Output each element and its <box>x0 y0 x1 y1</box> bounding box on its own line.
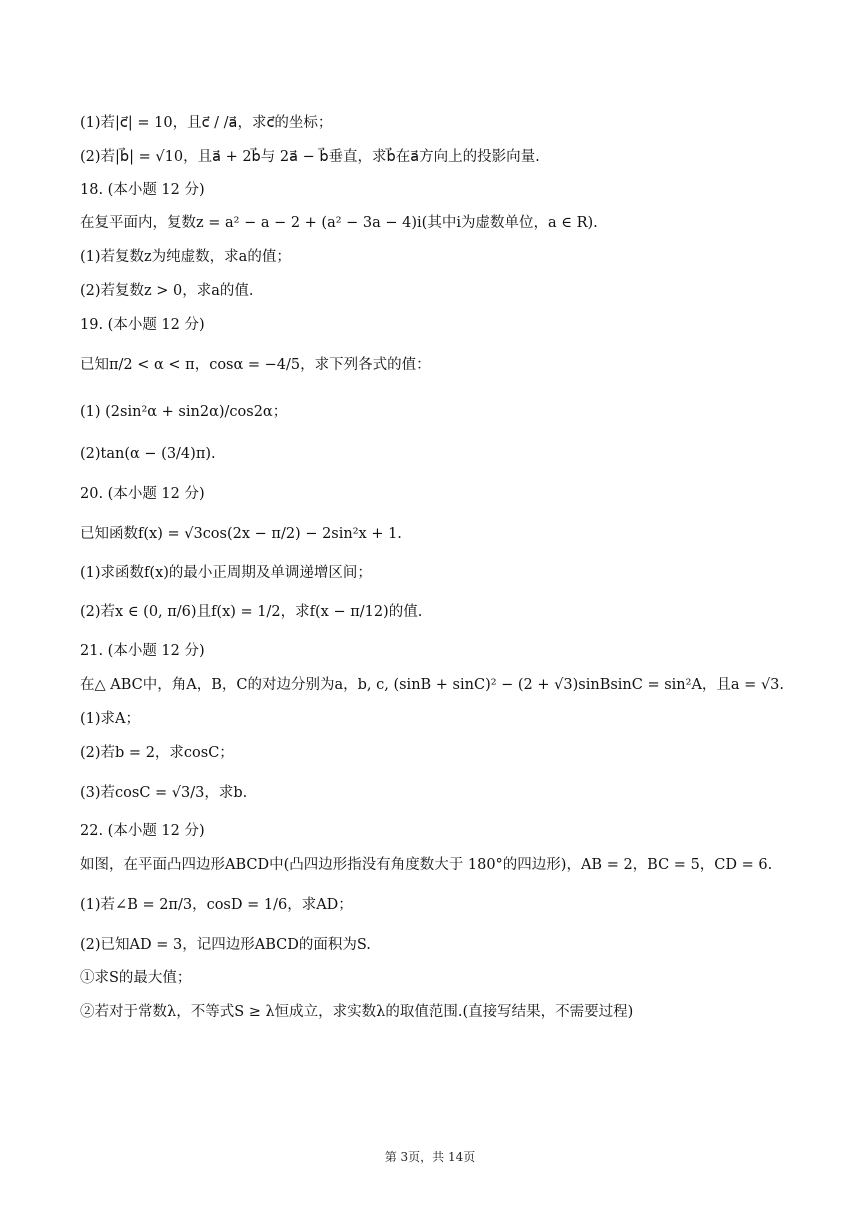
text-line: (2)若b = 2，求cosC； <box>80 745 234 761</box>
text-line: 在复平面内，复数z = a² − a − 2 + (a² − 3a − 4)i(其中i为虚数单位，a ∈ R). <box>80 215 598 231</box>
text-line: (2)tan(α − (3/4)π). <box>80 446 216 462</box>
text-line: (1)求函数f(x)的最小正周期及单调递增区间； <box>80 565 372 581</box>
text-line: (2)若x ∈ (0, π/6)且f(x) = 1/2，求f(x − π/12)的值. <box>80 604 423 620</box>
text-line: (2)若复数z > 0，求a的值. <box>80 283 254 299</box>
question-heading: 20. (本小题 12 分) <box>80 486 205 502</box>
text-line: (3)若cosC = √3/3，求b. <box>80 785 248 801</box>
question-heading: 22. (本小题 12 分) <box>80 823 205 839</box>
text-line: (2)已知AD = 3，记四边形ABCD的面积为S. <box>80 937 371 953</box>
text-line: ②若对于常数λ，不等式S ≥ λ恒成立，求实数λ的取值范围.(直接写结果，不需要过程) <box>80 1004 634 1020</box>
text-line: 已知函数f(x) = √3cos(2x − π/2) − 2sin²x + 1. <box>80 526 402 542</box>
text-line: (1)若复数z为纯虚数，求a的值； <box>80 249 291 265</box>
text-line: 如图，在平面凸四边形ABCD中(凸四边形指没有角度数大于 180°的四边形)，AB = 2，BC = 5，CD = 6. <box>80 857 773 873</box>
question-heading: 19. (本小题 12 分) <box>80 317 205 333</box>
text-line: (2)若|b⃗| = √10，且a⃗ + 2b⃗与 2a⃗ − b⃗垂直，求b⃗在a⃗方向上的投影向量. <box>80 149 540 165</box>
text-line: (1)求A； <box>80 711 141 727</box>
page-footer: 第 3页，共 14页 <box>384 1150 476 1164</box>
text-line: (1)若|c⃗| = 10，且c⃗ / /a⃗，求c⃗的坐标； <box>80 115 333 131</box>
text-line: 已知π/2 < α < π，cosα = −4/5，求下列各式的值： <box>80 357 431 373</box>
text-line: 在△ ABC中，角A，B，C的对边分别为a，b, c, (sinB + sinC)² − (2 + √3)sinBsinC = sin²A，且a = √3. <box>80 677 785 693</box>
text-line: (1) (2sin²α + sin2α)/cos2α； <box>80 404 288 420</box>
text-line: (1)若∠B = 2π/3，cosD = 1/6，求AD； <box>80 897 353 913</box>
question-heading: 18. (本小题 12 分) <box>80 182 205 198</box>
text-line: ①求S的最大值； <box>80 970 192 986</box>
question-heading: 21. (本小题 12 分) <box>80 643 205 659</box>
